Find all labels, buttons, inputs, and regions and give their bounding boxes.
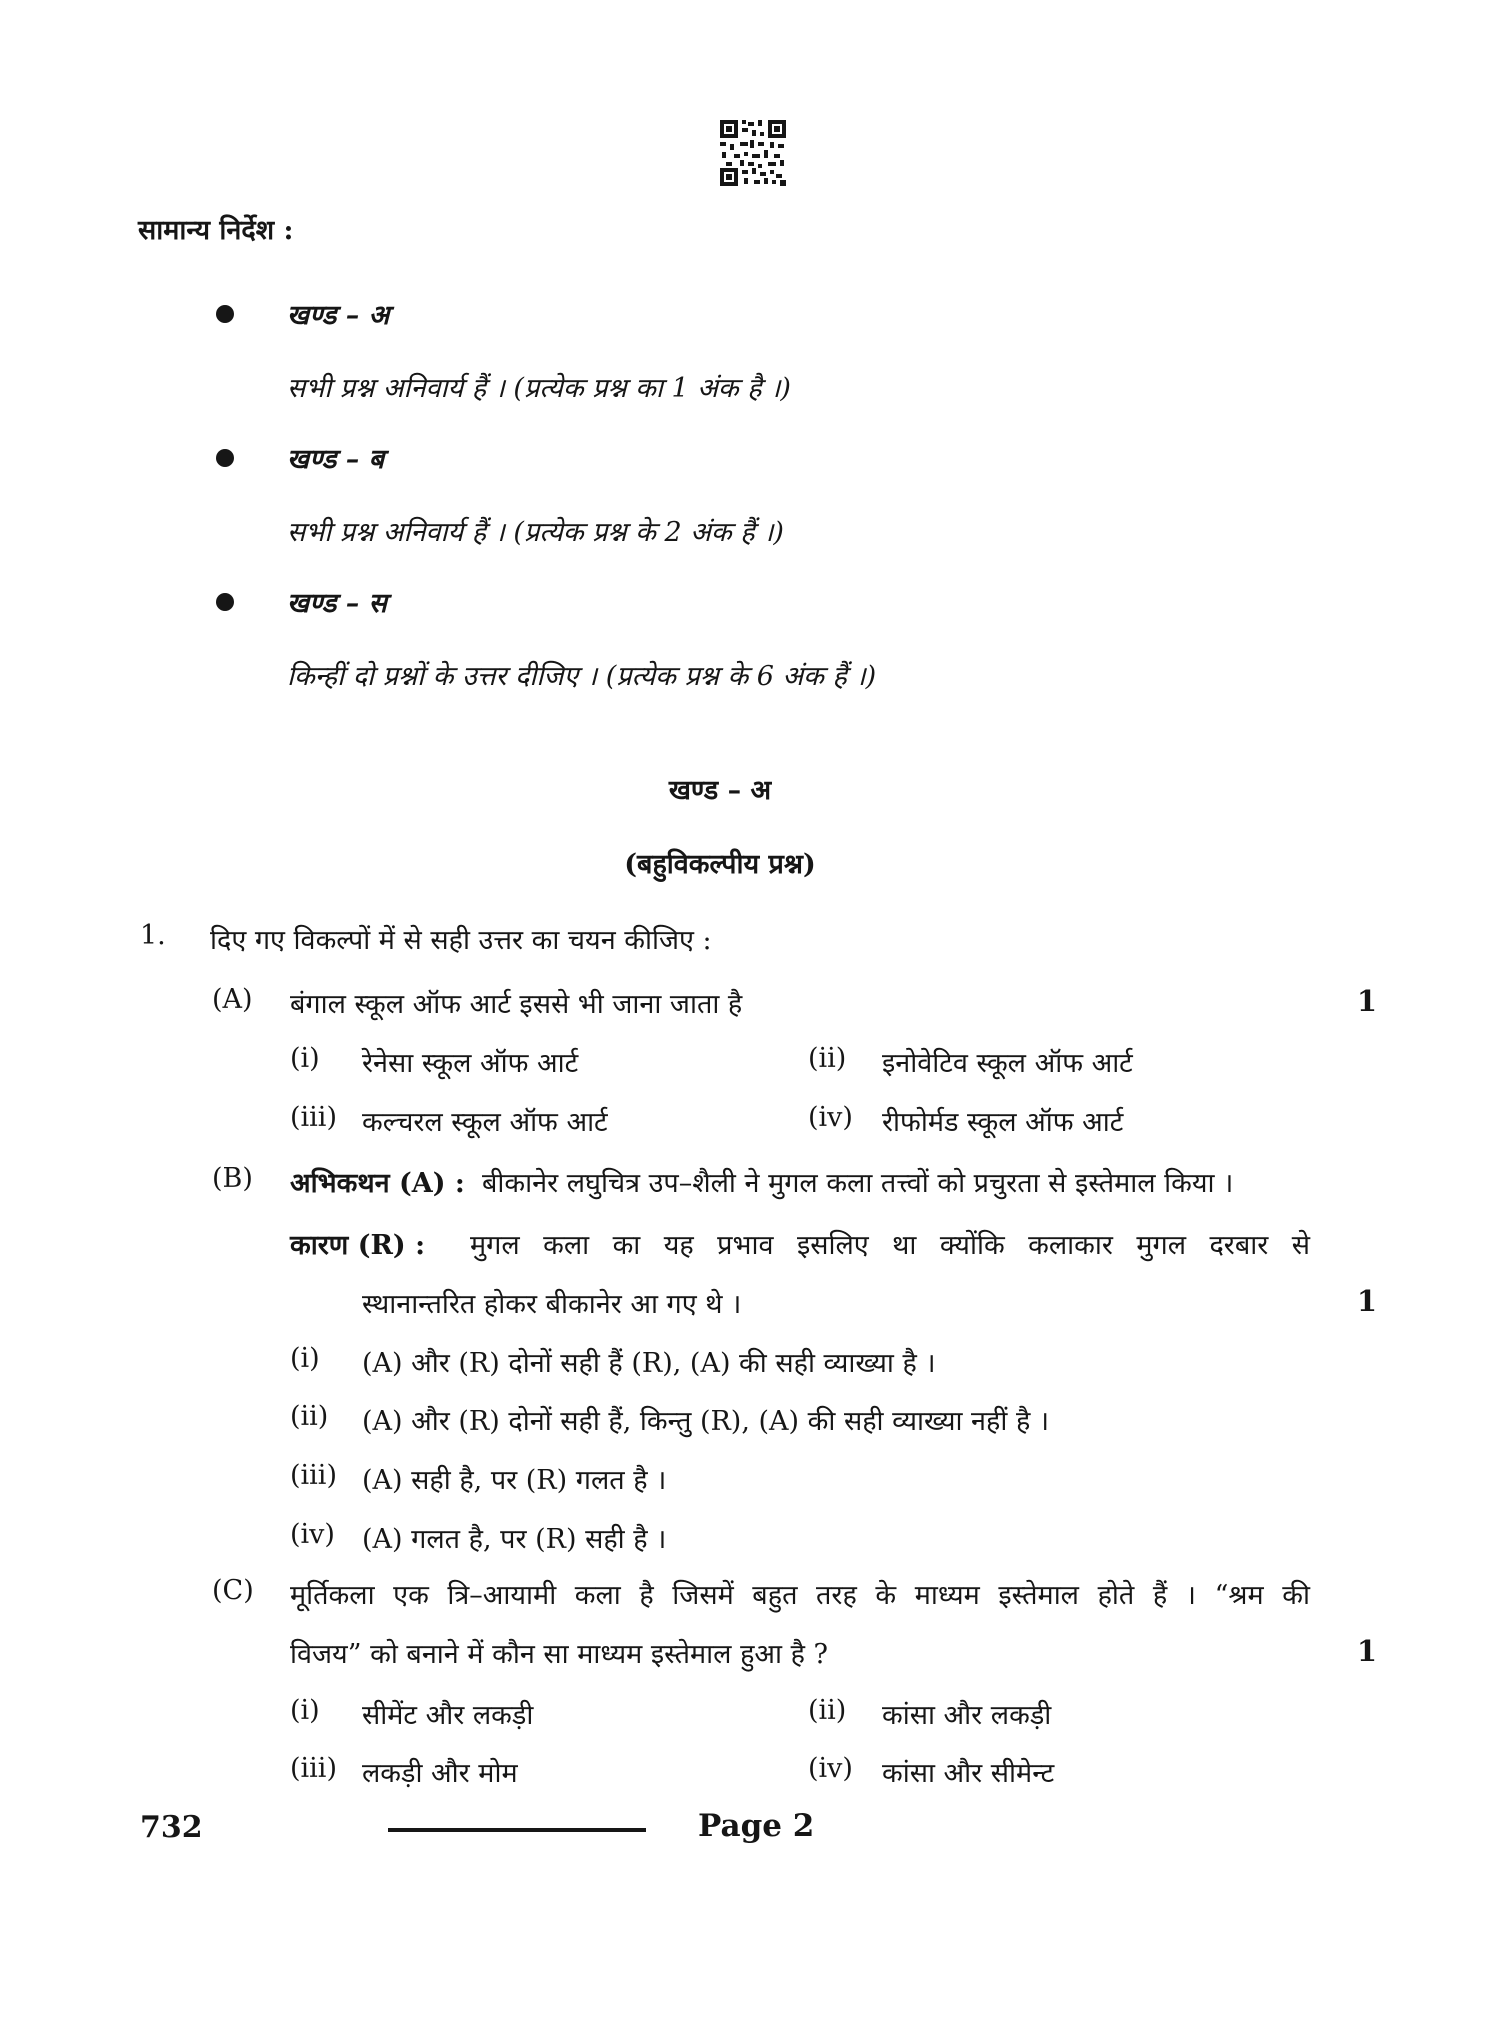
option-num: (iv): [808, 1753, 853, 1784]
general-instructions-title: सामान्य निर्देश :: [138, 215, 294, 246]
part-c-marks: 1: [1356, 1634, 1377, 1668]
part-a-marks: 1: [1356, 984, 1377, 1018]
option-text: (A) और (R) दोनों सही हैं (R), (A) की सही व्याख्या है ।: [362, 1348, 936, 1379]
assertion-text: बीकानेर लघुचित्र उप–शैली ने मुगल कला तत्त्वों को प्रचुरता से इस्तेमाल किया ।: [482, 1168, 1234, 1199]
bullet-icon: [216, 305, 234, 323]
option-text: (A) और (R) दोनों सही हैं, किन्तु (R), (A) की सही व्याख्या नहीं है ।: [362, 1406, 1050, 1437]
reason-text-line2: स्थानान्तरित होकर बीकानेर आ गए थे ।: [362, 1289, 742, 1320]
section-heading: खण्ड – अ: [668, 775, 772, 806]
option-text: लकड़ी और मोम: [362, 1758, 518, 1789]
option-text: इनोवेटिव स्कूल ऑफ आर्ट: [882, 1048, 1133, 1079]
option-num: (iv): [808, 1102, 853, 1133]
option-text: कांसा और लकड़ी: [882, 1700, 1052, 1731]
section-b-label: खण्ड – ब: [287, 444, 385, 475]
option-num: (iii): [290, 1753, 337, 1784]
option-num: (iii): [290, 1102, 337, 1133]
section-a-label: खण्ड – अ: [287, 300, 390, 331]
part-b-label: (B): [212, 1163, 253, 1194]
question-prompt: दिए गए विकल्पों में से सही उत्तर का चयन कीजिए :: [210, 925, 712, 956]
option-num: (ii): [290, 1401, 329, 1432]
option-text: (A) गलत है, पर (R) सही है ।: [362, 1524, 667, 1555]
section-a-instruction: सभी प्रश्न अनिवार्य हैं । (प्रत्येक प्रश्न का 1 अंक है ।): [287, 373, 791, 404]
part-c-label: (C): [212, 1575, 254, 1606]
option-num: (ii): [808, 1043, 847, 1074]
footer-divider: [388, 1828, 646, 1832]
section-c-label: खण्ड – स: [287, 588, 387, 619]
option-num: (i): [290, 1043, 320, 1074]
part-a-label: (A): [212, 984, 253, 1015]
bullet-icon: [216, 449, 234, 467]
question-number: 1.: [140, 920, 166, 951]
option-text: सीमेंट और लकड़ी: [362, 1700, 534, 1731]
assertion-label: अभिकथन (A) :: [290, 1168, 465, 1199]
part-b-marks: 1: [1356, 1284, 1377, 1318]
section-b-instruction: सभी प्रश्न अनिवार्य हैं । (प्रत्येक प्रश्न के 2 अंक हैं ।): [287, 517, 784, 548]
option-num: (iii): [290, 1460, 337, 1491]
section-subheading: (बहुविकल्पीय प्रश्न): [624, 849, 816, 880]
option-text: कांसा और सीमेन्ट: [882, 1758, 1055, 1789]
option-num: (i): [290, 1695, 320, 1726]
option-text: रेनेसा स्कूल ऑफ आर्ट: [362, 1048, 579, 1079]
qr-code-icon: [720, 120, 786, 186]
option-num: (iv): [290, 1519, 335, 1550]
reason-label: कारण (R) :: [290, 1230, 426, 1261]
bullet-icon: [216, 593, 234, 611]
option-num: (i): [290, 1343, 320, 1374]
option-num: (ii): [808, 1695, 847, 1726]
part-c-text-line1: मूर्तिकला एक त्रि–आयामी कला है जिसमें बहुत तरह के माध्यम इस्तेमाल होते हैं । “श्रम की: [290, 1580, 1310, 1611]
paper-code: 732: [140, 1810, 203, 1845]
page-number: Page 2: [698, 1808, 815, 1844]
part-a-text: बंगाल स्कूल ऑफ आर्ट इससे भी जाना जाता है: [290, 989, 743, 1020]
section-c-instruction: किन्हीं दो प्रश्नों के उत्तर दीजिए । (प्रत्येक प्रश्न के 6 अंक हैं ।): [287, 661, 877, 692]
option-text: कल्चरल स्कूल ऑफ आर्ट: [362, 1107, 608, 1138]
reason-text-line1: मुगल कला का यह प्रभाव इसलिए था क्योंकि कलाकार मुगल दरबार से: [470, 1230, 1310, 1261]
part-c-text-line2: विजय” को बनाने में कौन सा माध्यम इस्तेमाल हुआ है ?: [290, 1639, 828, 1670]
option-text: रीफोर्मड स्कूल ऑफ आर्ट: [882, 1107, 1124, 1138]
option-text: (A) सही है, पर (R) गलत है ।: [362, 1465, 667, 1496]
